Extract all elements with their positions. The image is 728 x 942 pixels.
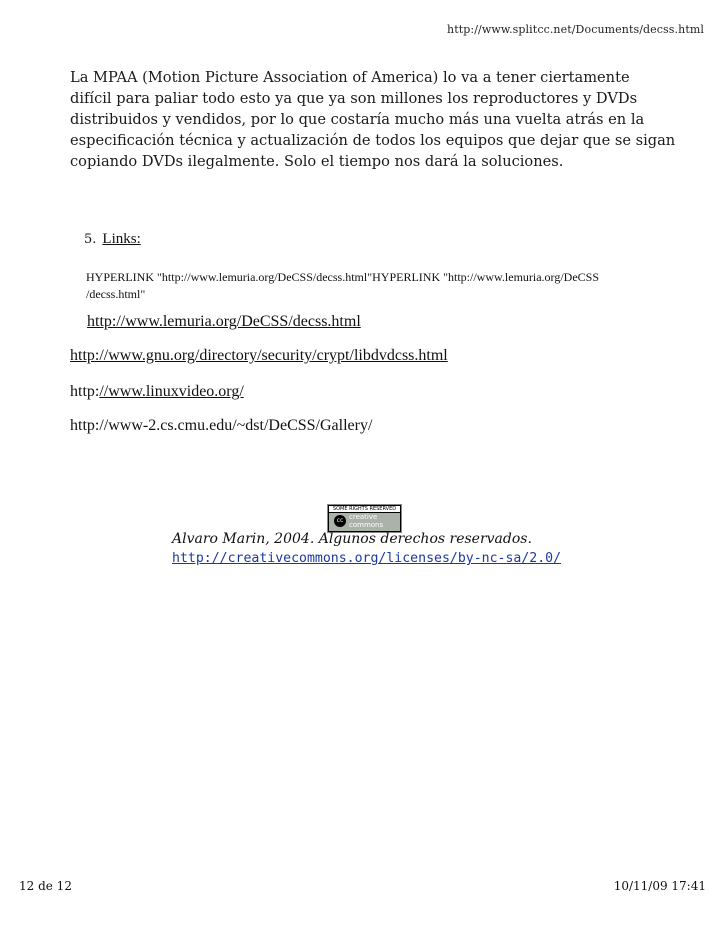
section-number: 5. <box>84 232 97 247</box>
license-url-link[interactable]: http://creativecommons.org/licenses/by-nc-sa/2.0/ <box>172 551 562 566</box>
link-linuxvideo-prefix: http: <box>70 383 100 400</box>
badge-some-rights-text: SOME RIGHTS RESERVED <box>329 506 400 512</box>
badge-line-creative: creative <box>349 513 378 521</box>
link-lemuria[interactable]: http://www.lemuria.org/DeCSS/decss.html <box>87 313 361 330</box>
print-datetime: 10/11/09 17:41 <box>613 879 706 893</box>
badge-body <box>329 513 400 531</box>
paragraph-line: distribuidos y vendidos, por lo que costaría mucho más una vuelta atrás en la <box>70 111 645 128</box>
hyperlink-field-line: /decss.html" <box>86 287 146 301</box>
hyperlink-field-text <box>86 269 666 303</box>
section-title-link[interactable]: Links: <box>102 231 141 247</box>
cc-logo-icon: cc <box>334 515 346 527</box>
license-credit: Alvaro Marin, 2004. Algunos derechos reservados. <box>172 531 532 547</box>
link-cmu[interactable]: http://www-2.cs.cmu.edu/~dst/DeCSS/Gallery/ <box>70 417 373 434</box>
paragraph-line: La MPAA (Motion Picture Association of America) lo va a tener ciertamente <box>70 69 630 86</box>
link-linuxvideo-rest: //www.linuxvideo.org/ <box>99 383 244 400</box>
creative-commons-badge[interactable] <box>327 504 402 533</box>
paragraph-line: difícil para paliar todo esto ya que ya son millones los reproductores y DVDs <box>70 90 638 107</box>
body-paragraph <box>70 67 676 172</box>
link-gnu[interactable]: http://www.gnu.org/directory/security/crypt/libdvdcss.html <box>70 347 448 364</box>
hyperlink-field-line: HYPERLINK "http://www.lemuria.org/DeCSS/decss.html"HYPERLINK "http://www.lemuria.org/DeCSS <box>86 270 600 284</box>
paragraph-line: especificación técnica y actualización de todos los equipos que dejar que se sigan <box>70 132 676 149</box>
paragraph-line: copiando DVDs ilegalmente. Solo el tiempo nos dará la soluciones. <box>70 153 564 170</box>
link-linuxvideo[interactable] <box>70 383 244 401</box>
page-number: 12 de 12 <box>19 879 72 893</box>
badge-cc-wordmark <box>349 513 383 529</box>
section-heading <box>84 231 141 248</box>
header-url: http://www.splitcc.net/Documents/decss.html <box>447 23 704 36</box>
badge-line-commons: commons <box>349 521 384 529</box>
